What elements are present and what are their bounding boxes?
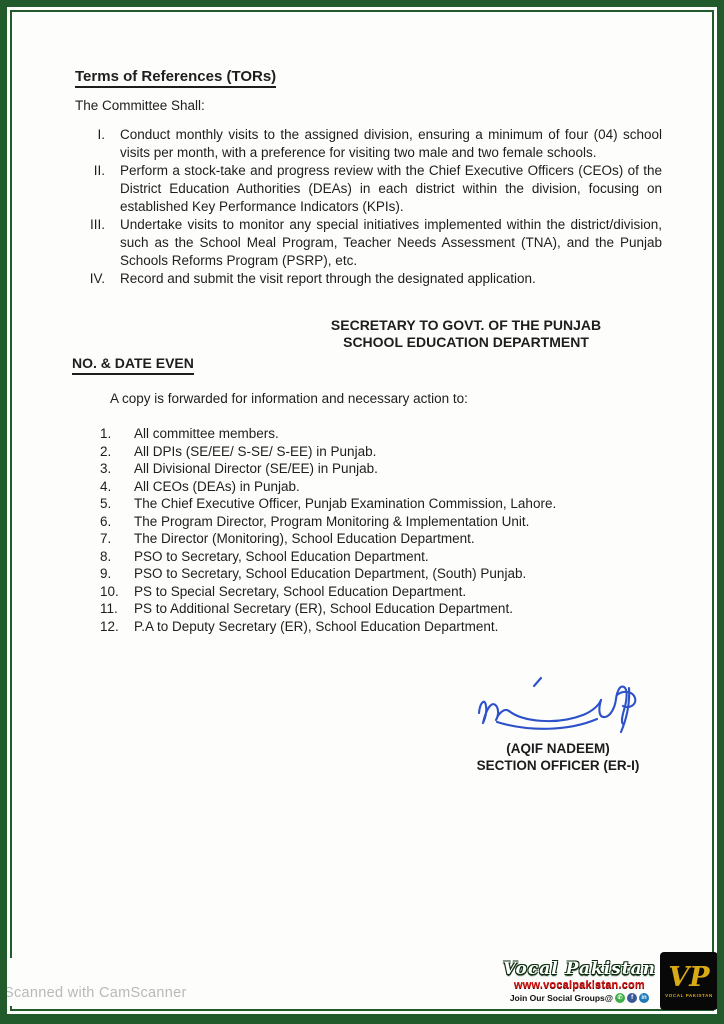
tor-item-text: Perform a stock-take and progress review with the Chief Executive Officers (CEOs) of the District Education Authorities (DEAs) in each district within the division, focusing on established Key Performance Indicators (KPIs). <box>120 163 662 214</box>
tors-heading-text: Terms of References (TORs) <box>75 68 276 88</box>
linkedin-icon: in <box>639 993 649 1003</box>
tor-item <box>75 270 662 288</box>
handwritten-signature <box>471 676 646 734</box>
cc-item-number: 1. <box>100 426 112 441</box>
cc-item-number: 5. <box>100 496 112 511</box>
tor-item <box>75 126 662 162</box>
cc-item-number: 7. <box>100 531 112 546</box>
cc-item <box>100 548 662 566</box>
tors-heading <box>75 68 662 88</box>
cc-item-text: PSO to Secretary, School Education Department, (South) Punjab. <box>134 566 527 581</box>
signatory-title: SECTION OFFICER (ER-I) <box>476 758 640 773</box>
cc-item <box>100 478 662 496</box>
tor-item-number: II. <box>93 163 105 178</box>
issuer-line2: SCHOOL EDUCATION DEPARTMENT <box>343 334 589 350</box>
cc-item-number: 8. <box>100 548 112 564</box>
cc-item-text: The Director (Monitoring), School Education Department. <box>134 531 475 546</box>
cc-item-text: All committee members. <box>134 426 279 441</box>
no-and-date-heading <box>72 355 662 375</box>
cc-item-text: PS to Additional Secretary (ER), School Education Department. <box>134 601 513 616</box>
cc-item-number: 10. <box>100 583 119 599</box>
cc-item-text: PS to Special Secretary, School Education Department. <box>134 583 467 599</box>
cc-item-text: The Program Director, Program Monitoring & Implementation Unit. <box>134 513 530 529</box>
vocal-pakistan-title: Vocal Pakistan <box>502 958 656 979</box>
cc-item <box>100 600 662 618</box>
cc-item-number: 3. <box>100 461 112 476</box>
cc-item-number: 2. <box>100 443 112 459</box>
cc-item <box>100 513 662 531</box>
tor-item <box>75 216 662 270</box>
facebook-icon: f <box>627 993 637 1003</box>
cc-item <box>100 443 662 461</box>
cc-item-number: 4. <box>100 478 112 494</box>
whatsapp-icon: ✆ <box>615 993 625 1003</box>
vocal-pakistan-text-column <box>503 960 660 1003</box>
cc-item <box>100 425 662 443</box>
vp-monogram-caption: VOCAL PAKISTAN <box>665 993 713 998</box>
social-groups-row <box>510 993 649 1003</box>
camscanner-watermark: Scanned with CamScanner <box>4 985 187 1001</box>
committee-intro-line: The Committee Shall: <box>75 98 205 113</box>
tor-item-text: Conduct monthly visits to the assigned division, ensuring a minimum of four (04) school visits per month, with a preference for visiting two male and two female schools. <box>120 127 662 160</box>
cc-item-number: 6. <box>100 513 112 529</box>
cc-item <box>100 530 662 548</box>
tor-item <box>75 162 662 216</box>
tor-item-number: I. <box>97 127 105 142</box>
signatory-name: (AQIF NADEEM) <box>506 741 610 756</box>
cc-item-text: All DPIs (SE/EE/ S-SE/ S-EE) in Punjab. <box>134 443 377 459</box>
tor-item-text: Record and submit the visit report through the designated application. <box>120 271 536 286</box>
letter-body <box>12 12 712 1012</box>
issuer-block <box>286 317 646 351</box>
cc-item-text: The Chief Executive Officer, Punjab Examination Commission, Lahore. <box>134 496 557 511</box>
issuer-line1: SECRETARY TO GOVT. OF THE PUNJAB <box>330 317 602 333</box>
cc-list <box>100 425 662 635</box>
copy-forwarded-line: A copy is forwarded for information and necessary action to: <box>110 391 468 406</box>
tor-list <box>75 126 662 288</box>
cc-item <box>100 618 662 636</box>
vocal-pakistan-logo-box <box>660 952 718 1010</box>
no-and-date-text: NO. & DATE EVEN <box>72 355 194 375</box>
cc-item <box>100 460 662 478</box>
social-groups-label: Join Our Social Groups@ <box>509 992 614 1003</box>
vocal-pakistan-watermark <box>503 951 718 1011</box>
tor-item-number: III. <box>89 217 105 232</box>
cc-item-text: All Divisional Director (SE/EE) in Punjab. <box>134 461 378 476</box>
tor-item-text: Undertake visits to monitor any special initiatives implemented within the district/division, such as the School Meal Program, Teacher Needs Assessment (TNA), and the Punjab Schools Reforms Program (PSRP), etc. <box>120 217 662 268</box>
vocal-pakistan-url: www.vocalpakistan.com <box>513 978 645 991</box>
cc-item <box>100 583 662 601</box>
cc-item <box>100 565 662 583</box>
cc-item-number: 12. <box>100 618 119 634</box>
cc-item-text: All CEOs (DEAs) in Punjab. <box>134 478 300 494</box>
signature-block <box>438 676 678 774</box>
cc-item-number: 11. <box>100 601 118 616</box>
cc-item-text: PSO to Secretary, School Education Department. <box>134 548 429 564</box>
cc-item-text: P.A to Deputy Secretary (ER), School Education Department. <box>134 618 499 634</box>
cc-item-number: 9. <box>100 566 112 581</box>
vp-monogram: VP <box>668 962 710 993</box>
tor-item-number: IV. <box>89 271 105 286</box>
cc-item <box>100 495 662 513</box>
